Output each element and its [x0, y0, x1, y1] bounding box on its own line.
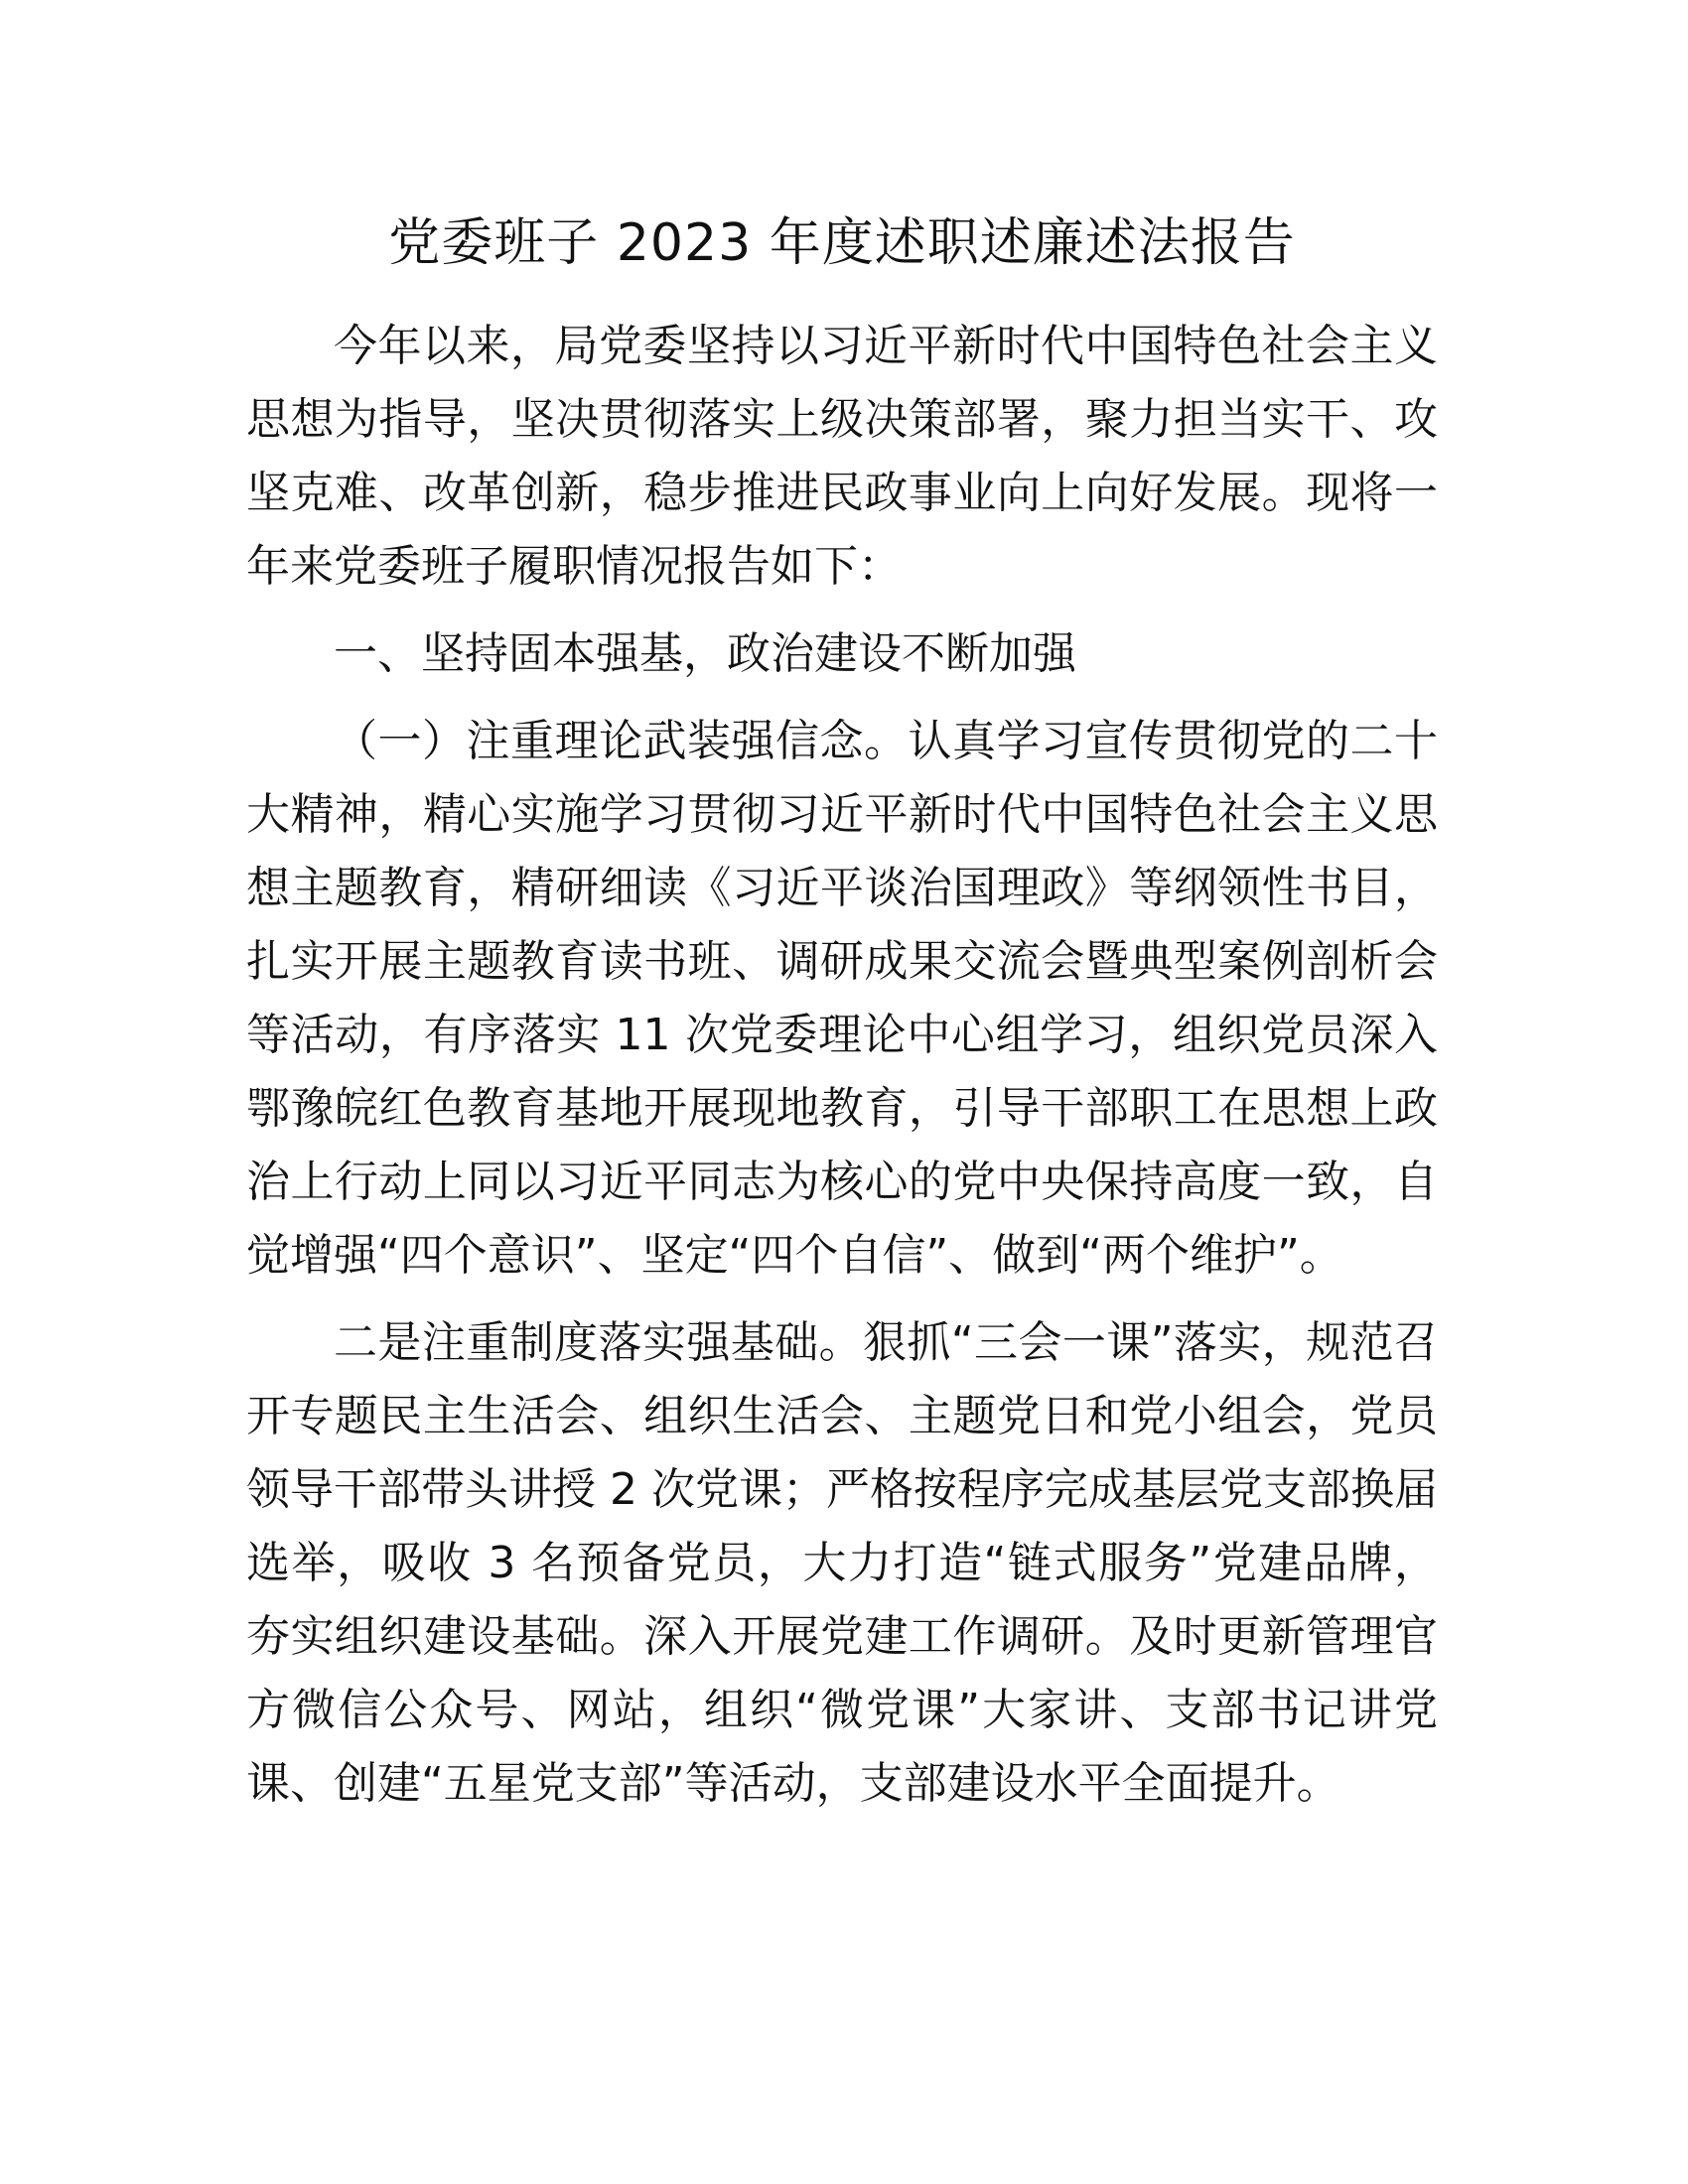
intro-paragraph: 今年以来，局党委坚持以习近平新时代中国特色社会主义思想为指导，坚决贯彻落实上级决策部署，聚力担当实干、攻坚克难、改革创新，稳步推进民政事业向上向好发展。现将一年来党委班子履职情况报告如下： — [246, 321, 1438, 592]
section-heading-1: 一、坚持固本强基，政治建设不断加强 — [334, 628, 1076, 679]
section1-paragraph-1: （一）注重理论武装强信念。认真学习宣传贯彻党的二十大精神，精心实施学习贯彻习近平新时代中国特色社会主义思想主题教育，精研细读《习近平谈治国理政》等纲领性书目，扎实开展主题教育读书班、调研成果交流会暨典型案例剖析会等活动，有序落实 11 次党委理论中心组学习，组织党员深入鄂豫皖红色教育基地开展现地教育，引导干部职工在思想上政治上行动上同以习近平同志为核心的党中央保持高度一致，自觉增强“四个意识”、坚定“四个自信”、做到“两个维护”。 — [246, 716, 1438, 1281]
document-title: 党委班子 2023 年度述职述廉述法报告 — [388, 213, 1296, 273]
section1-paragraph-2: 二是注重制度落实强基础。狠抓“三会一课”落实，规范召开专题民主生活会、组织生活会、主题党日和党小组会，党员领导干部带头讲授 2 次党课；严格按程序完成基层党支部换届选举，吸收 3 名预备党员，大力打造“链式服务”党建品牌，夯实组织建设基础。深入开展党建工作调研。及时更新管理官方微信公众号、网站，组织“微党课”大家讲、支部书记讲党课、创建“五星党支部”等活动，支部建设水平全面提升。 — [246, 1317, 1438, 1809]
document-page — [246, 195, 1438, 1821]
